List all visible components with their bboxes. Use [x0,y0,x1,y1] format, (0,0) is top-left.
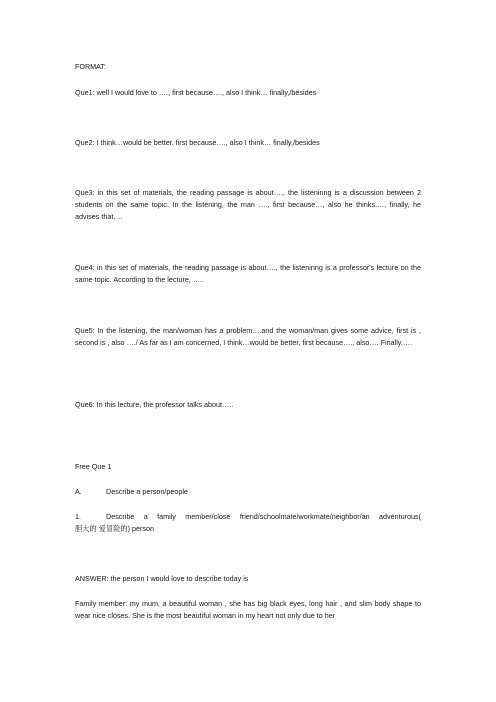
que2-template: Que2: I think…would be better. first because…., also I think… finally,/besides [75,138,320,147]
format-label: FORMAT: [75,62,107,71]
que6-template: Que6: In this lecture, the professor talks about….. [75,400,234,409]
que4-template: Que4: in this set of materials, the reading passage is about…., the listeninng is a professor's lecture on the same topic. According to the lecture, ….. [75,263,421,284]
answer-intro: ANSWER: the person I would love to describe today is [75,574,249,583]
free-que-title: Free Que 1 [75,462,112,471]
item-1-chinese-gloss: 胆大的 爱冒险的 [75,524,128,533]
item-1-marker: 1. [75,512,81,521]
answer-body: Family member: my mum, a beautiful woman , she has big black eyes, long hair , and slim body shape to wear nice closes. She is the most beautiful woman in my heart not only due to her [75,599,421,620]
que3-template: Que3: in this set of materials, the reading passage is about…., the listeninng is a discussion between 2 students on the same topic. In the listening, the man …., first because…, also he thinks…., finally, he advises that…. [75,188,421,221]
section-a-marker: A. [75,487,82,496]
section-a-heading: Describe a person/people [106,487,188,496]
que5-template: Que5: In the listening, the man/woman has a problem….and the woman/man gives some advice, first is , second is , also …./ As far as I am concerned, I think…would be better, first because…., also…. Finally,…. [75,326,421,347]
que1-template: Que1: well I would love to …., first because…., also I think… finally,/besides [75,88,317,97]
item-1-text: Describe a family member/close friend/schoolmate/workmate/neighbor/an adventurous( [106,512,421,521]
item-1-line-1 [106,511,421,523]
item-1-text-end: ) person [127,524,154,533]
item-1-line-2 [75,523,421,535]
